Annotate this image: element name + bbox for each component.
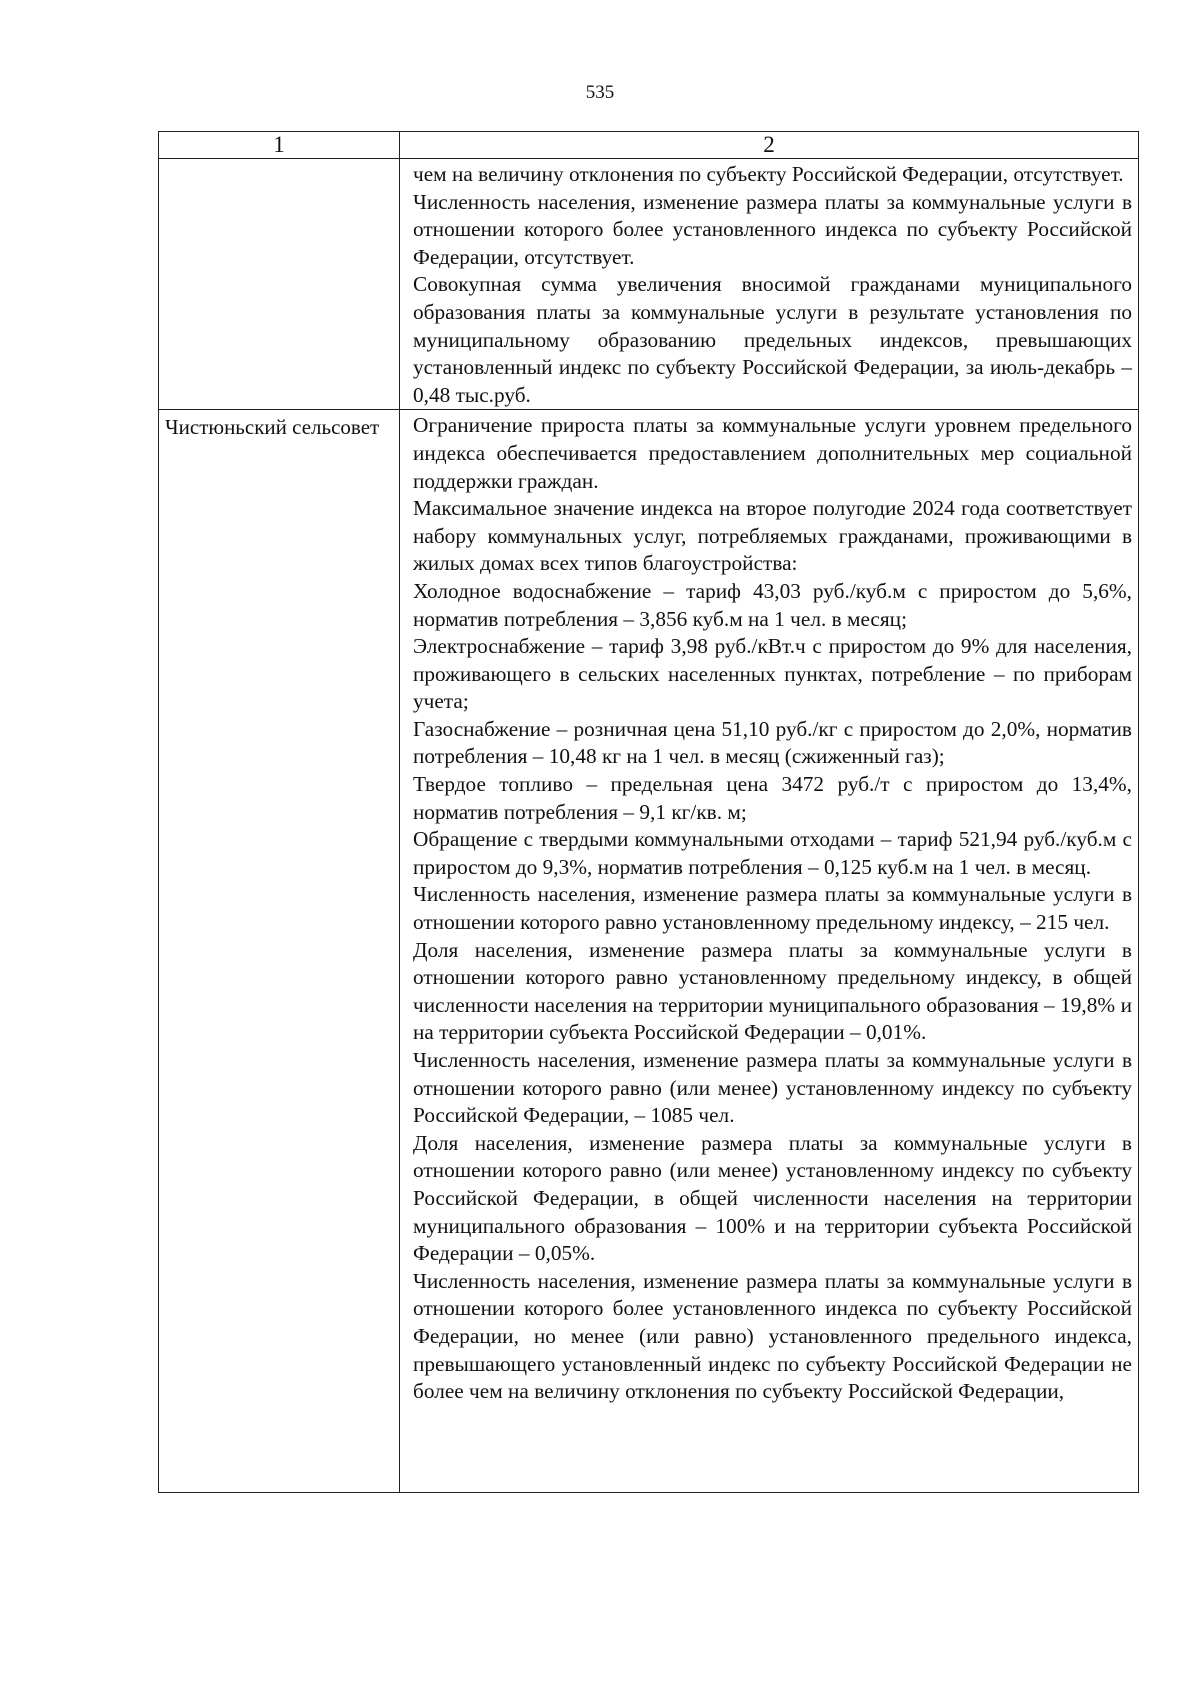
paragraph: Численность населения, изменение размера платы за коммунальные услуги в отношении которого равно установленному предельному индексу, – 215 чел. (413, 882, 1132, 935)
paragraph: Численность населения, изменение размера платы за коммунальные услуги в отношении которого равно (или менее) установленному индексу по субъекту Российской Федерации, – 1085 чел. (413, 1048, 1132, 1128)
paragraph: Ограничение прироста платы за коммунальные услуги уровнем предельного индекса обеспечивается предоставлением дополнительных мер социальной поддержки граждан. (413, 413, 1132, 493)
table-row (159, 410, 1139, 1493)
paragraph: Совокупная сумма увеличения вносимой гражданами муниципального образования платы за коммунальные услуги в результате установления по муниципальному образованию предельных индексов, превышающих установленный индекс по субъекту Российской Федерации, за июль-декабрь – 0,48 тыс.руб. (413, 272, 1132, 407)
row-label (159, 159, 400, 410)
paragraph: Численность населения, изменение размера платы за коммунальные услуги в отношении которого более установленного индекса по субъекту Российской Федерации, но менее (или равно) установленного предельного индекса, превышающего установленный индекс по субъекту Российской Федерации не более чем на величину отклонения по субъекту Российской Федерации, (413, 1268, 1132, 1404)
row-label: Чистюньский сельсовет (159, 410, 400, 1493)
table-header-row (159, 132, 1139, 159)
data-table (158, 131, 1139, 1493)
paragraph: Доля населения, изменение размера платы за коммунальные услуги в отношении которого равно (или менее) установленному индексу по субъекту Российской Федерации, в общей численности населения на территории муниципального образования – 100% и на территории субъекта Российской Федерации – 0,05%. (413, 1130, 1132, 1266)
paragraph: Максимальное значение индекса на второе полугодие 2024 года соответствует набору коммунальных услуг, потребляемых гражданами, проживающими в жилых домах всех типов благоустройства: (413, 496, 1132, 576)
paragraph: Холодное водоснабжение – тариф 43,03 руб./куб.м с приростом до 5,6%, норматив потребления – 3,856 куб.м на 1 чел. в месяц; (413, 578, 1132, 631)
paragraph: Численность населения, изменение размера платы за коммунальные услуги в отношении которого более установленного индекса по субъекту Российской Федерации, отсутствует. (413, 189, 1132, 269)
column-header-2: 2 (400, 132, 1139, 159)
row-text (400, 159, 1139, 410)
paragraph: Электроснабжение – тариф 3,98 руб./кВт.ч с приростом до 9% для населения, проживающего в сельских населенных пунктах, потребление – по приборам учета; (413, 634, 1132, 714)
page-number: 535 (585, 82, 615, 103)
row-text (400, 410, 1139, 1493)
paragraph: чем на величину отклонения по субъекту Российской Федерации, отсутствует. (413, 162, 1124, 186)
paragraph: Доля населения, изменение размера платы за коммунальные услуги в отношении которого равно установленному предельному индексу, в общей численности населения на территории муниципального образования – 19,8% и на территории субъекта Российской Федерации – 0,01%. (413, 937, 1132, 1045)
column-header-1: 1 (159, 132, 400, 159)
table-row (159, 159, 1139, 410)
paragraph: Твердое топливо – предельная цена 3472 руб./т с приростом до 13,4%, норматив потребления – 9,1 кг/кв. м; (413, 772, 1132, 824)
paragraph: Обращение с твердыми коммунальными отходами – тариф 521,94 руб./куб.м с приростом до 9,3%, норматив потребления – 0,125 куб.м на 1 чел. в месяц. (413, 827, 1132, 879)
paragraph: Газоснабжение – розничная цена 51,10 руб./кг с приростом до 2,0%, норматив потребления – 10,48 кг на 1 чел. в месяц (сжиженный газ); (413, 716, 1132, 769)
